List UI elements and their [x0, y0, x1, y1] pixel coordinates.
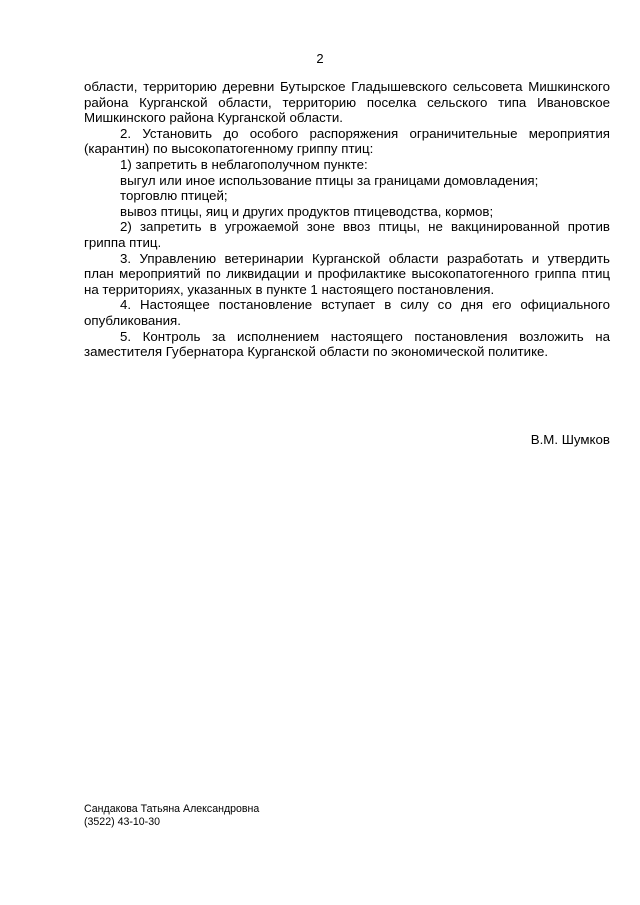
page-number: 2 — [316, 51, 324, 66]
paragraph-restriction-walking: выгул или иное использование птицы за границами домовладения; — [120, 172, 539, 188]
paragraph-continuation: области, территорию деревни Бутырское Гладышевского сельсовета Мишкинского района Курганской области, территорию поселка сельского типа Ивановское Мишкинского района Курганской области. — [84, 79, 610, 126]
paragraph-item-3: 3. Управлению ветеринарии Курганской области разработать и утвердить план мероприятий по ликвидации и профилактике высокопатогенного гриппа птиц на территориях, указанных в пункте 1 настоящего постановления. — [84, 250, 610, 297]
paragraph-subitem-1: 1) запретить в неблагополучном пункте: — [120, 156, 368, 172]
paragraph-item-5: 5. Контроль за исполнением настоящего постановления возложить на заместителя Губернатора Курганской области по экономической политике. — [84, 328, 610, 360]
signature-name: В.М. Шумков — [530, 432, 610, 447]
executor-phone: (3522) 43-10-30 — [84, 816, 160, 828]
paragraph-item-2: 2. Установить до особого распоряжения ограничительные мероприятия (карантин) по высокопатогенному гриппу птиц: — [84, 125, 610, 157]
paragraph-restriction-export: вывоз птицы, яиц и других продуктов птицеводства, кормов; — [120, 203, 494, 219]
executor-block — [84, 803, 259, 829]
paragraph-item-4: 4. Настоящее постановление вступает в силу со дня его официального опубликования. — [84, 297, 610, 328]
paragraph-restriction-trade: торговлю птицей; — [120, 188, 228, 204]
document-body — [84, 79, 610, 360]
paragraph-subitem-2: 2) запретить в угрожаемой зоне ввоз птицы, не вакцинированной против гриппа птиц. — [84, 219, 610, 250]
executor-name: Сандакова Татьяна Александровна — [84, 803, 260, 815]
